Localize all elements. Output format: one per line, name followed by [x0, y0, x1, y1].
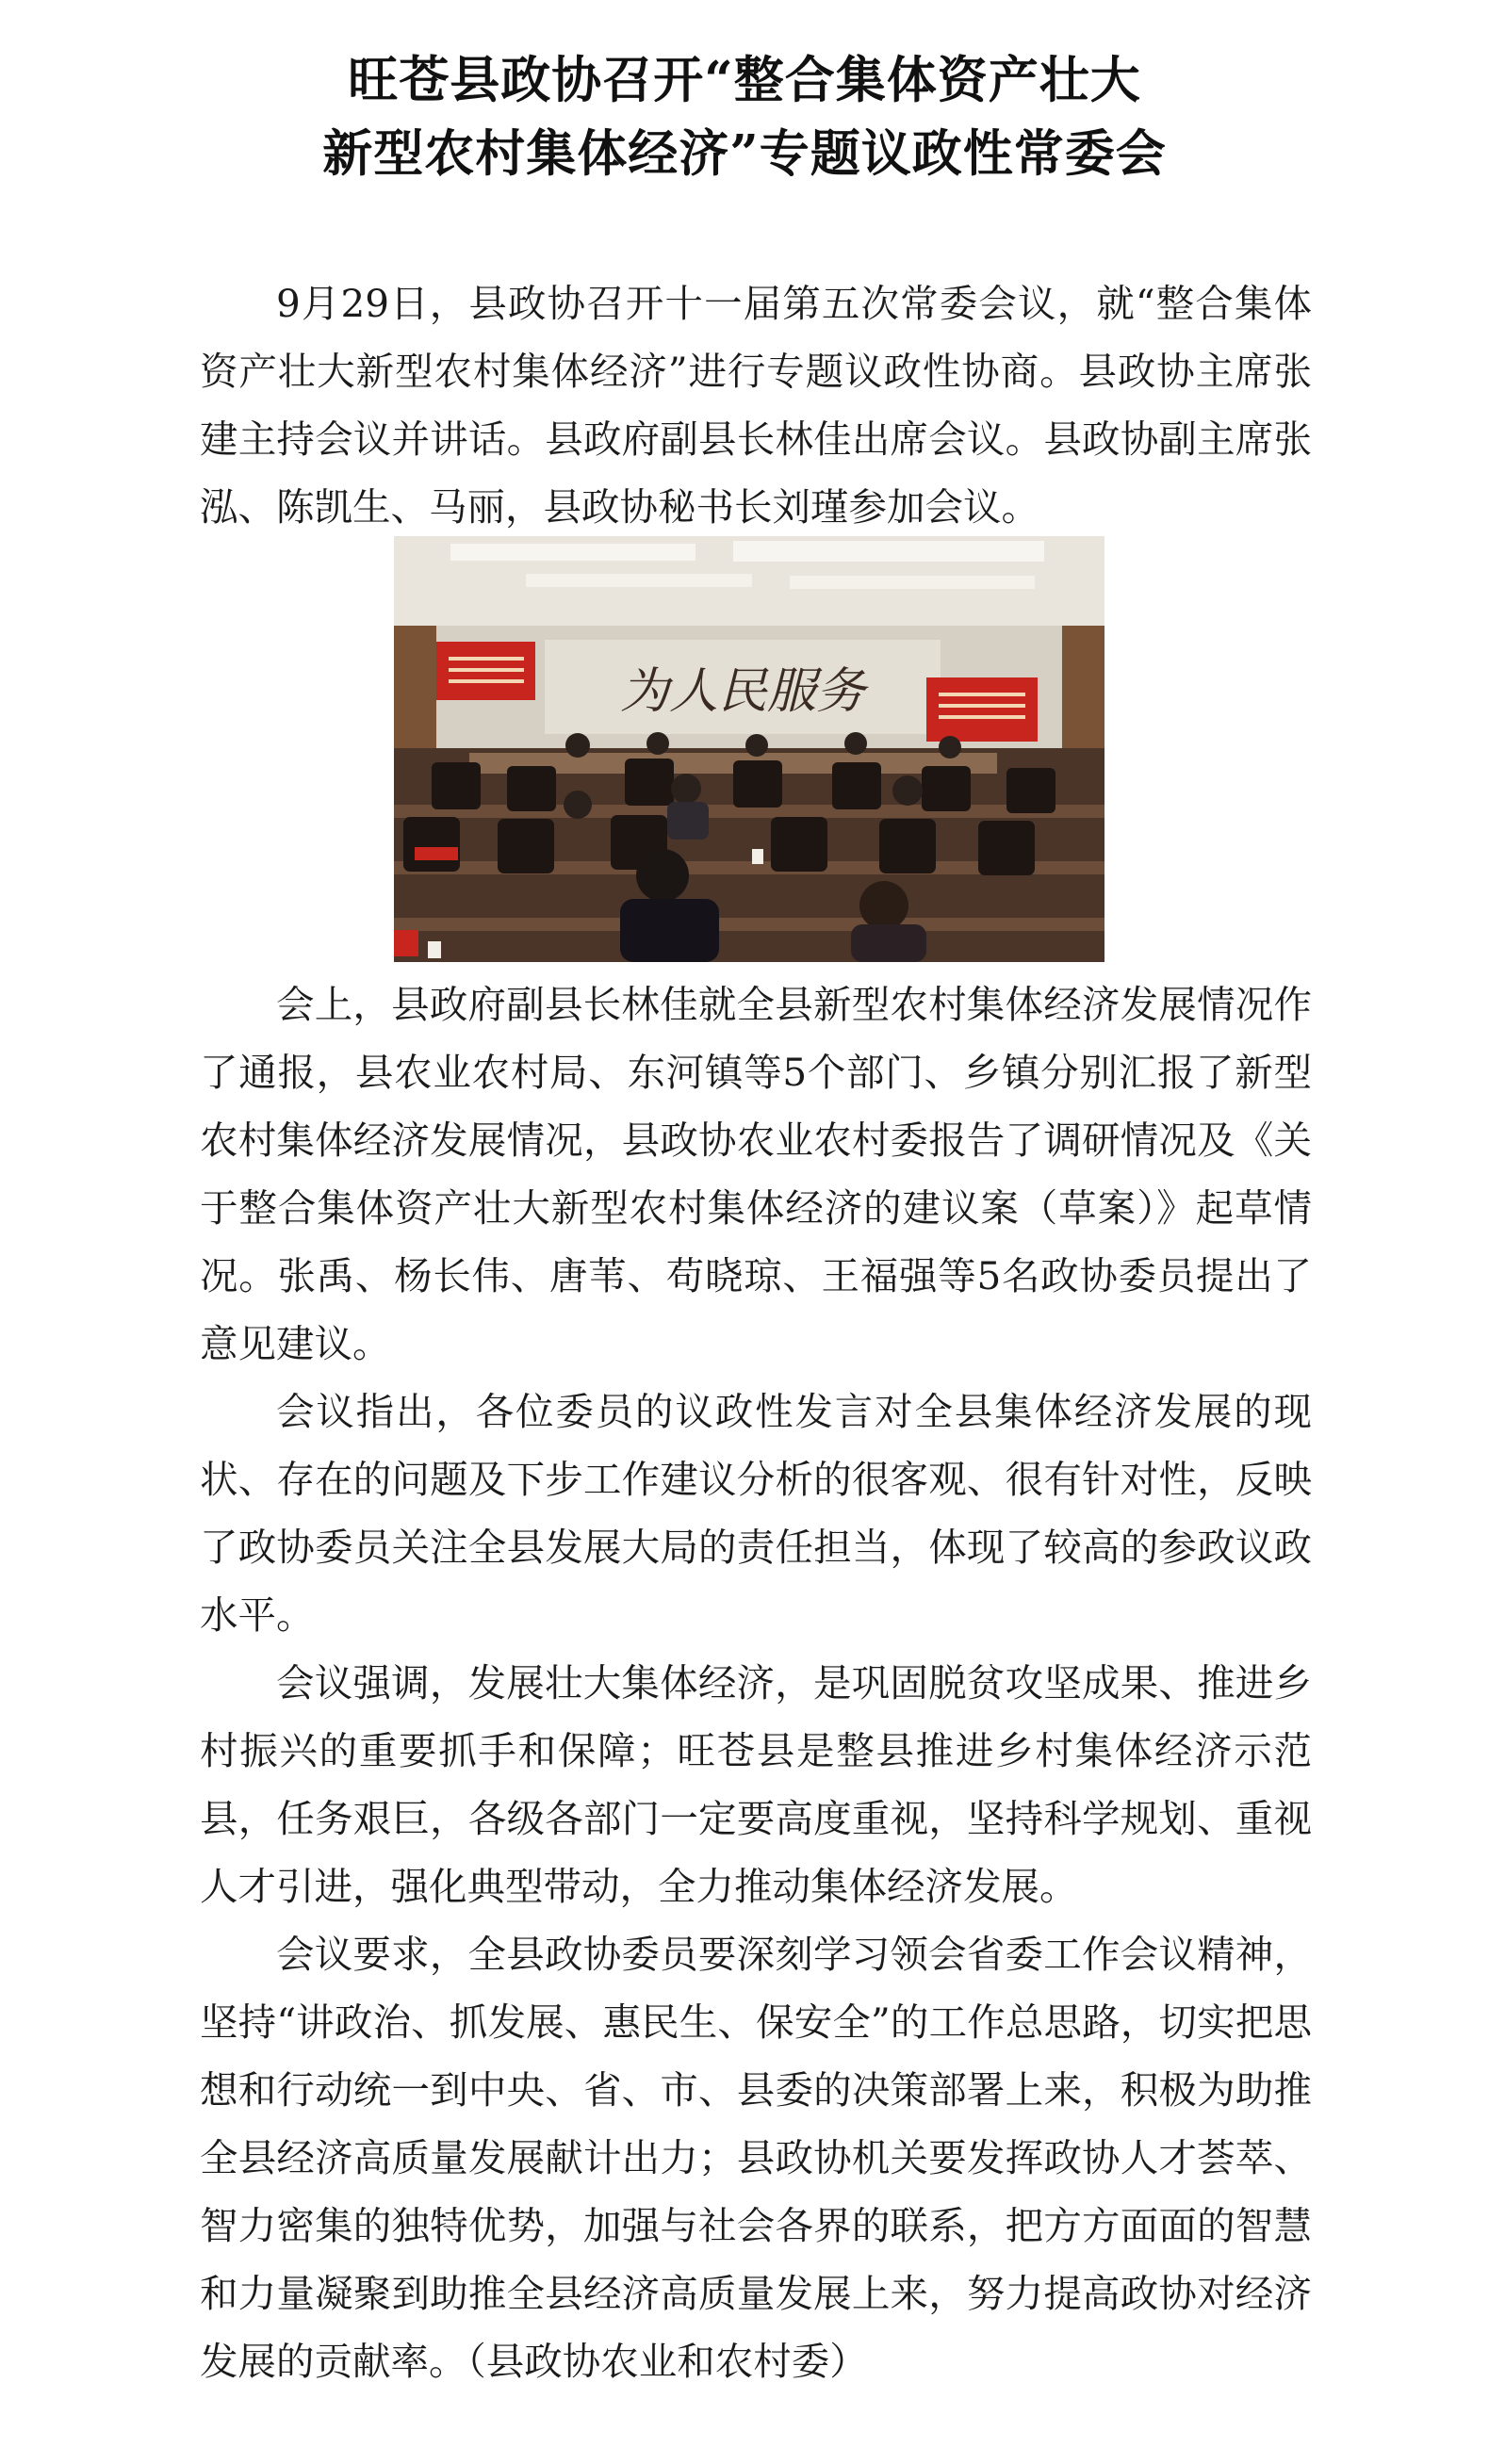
photo-chair [771, 817, 827, 872]
photo-banner-text-line [939, 704, 1025, 708]
photo-chair [879, 819, 936, 873]
photo-person-body [667, 802, 709, 840]
photo-person-head [636, 849, 689, 902]
photo-calligraphy: 为人民服务 [619, 663, 866, 720]
photo-chair [403, 817, 460, 872]
photo-ceiling-light [790, 576, 1035, 589]
photo-person-body [851, 924, 926, 962]
paragraph-required: 会议要求，全县政协委员要深刻学习领会省委工作会议精神，坚持“讲政治、抓发展、惠民生、保安全”的工作总思路，切实把思想和行动统一到中央、省、市、县委的决策部署上来，积极为助推全县经济高质量发展献计出力；县政协机关要发挥政协人才荟萃、智力密集的独特优势，加强与社会各界的联系，把方方面面的智慧和力量凝聚到助推全县经济高质量发展上来，努力提高政协对经济发展的贡献率。（县政协农业和农村委） [200, 1932, 1312, 2384]
photo-nameplate [415, 847, 458, 860]
paragraph-report: 会上，县政府副县长林佳就全县新型农村集体经济发展情况作了通报，县农业农村局、东河镇等5个部门、乡镇分别汇报了新型农村集体经济发展情况，县政协农业农村委报告了调研情况及《关于整合集体资产壮大新型农村集体经济的建议案（草案）》起草情况。张禹、杨长伟、唐苇、苟晓琼、王福强等5名政协委员提出了意见建议。 [200, 982, 1312, 1366]
photo-person-head [939, 736, 961, 759]
photo-person-head [859, 881, 908, 930]
photo-chair [507, 766, 556, 811]
paragraph-pointed-out: 会议指出，各位委员的议政性发言对全县集体经济发展的现状、存在的问题及下步工作建议分析的很客观、很有针对性，反映了政协委员关注全县发展大局的责任担当，体现了较高的参政议政水平。 [200, 1389, 1312, 1638]
photo-chair [625, 759, 674, 806]
photo-banner-text-line [449, 657, 524, 661]
paragraph-intro: 9月29日，县政协召开十一届第五次常委会议，就“整合集体资产壮大新型农村集体经济”进行专题议政性协商。县政协主席张建主持会议并讲话。县政府副县长林佳出席会议。县政协副主席张泓、陈凯生、马丽，县政协秘书长刘瑾参加会议。 [200, 281, 1312, 530]
article-title-line-2: 新型农村集体经济”专题议政性常委会 [322, 123, 1167, 183]
photo-banner-text-line [939, 693, 1025, 696]
article-body-main [200, 971, 1312, 2395]
photo-person-head [671, 774, 701, 804]
photo-table-row [394, 918, 1104, 931]
photo-person-head [745, 734, 768, 757]
photo-chair [922, 766, 971, 811]
photo-person-body [620, 899, 719, 962]
photo-cup [752, 849, 763, 864]
photo-person-head [564, 791, 592, 819]
article-title [0, 43, 1489, 190]
meeting-photo-drawing [394, 536, 1104, 962]
photo-chair [432, 762, 481, 809]
article-body-intro [200, 269, 1312, 541]
photo-chair [498, 819, 554, 873]
photo-person-head [892, 775, 923, 806]
photo-banner-text-line [449, 679, 524, 683]
photo-banner-text-line [939, 715, 1025, 719]
photo-ceiling-light [733, 541, 1044, 562]
photo-chair [1006, 768, 1055, 813]
photo-ceiling-light [450, 544, 695, 561]
photo-banner-text-line [449, 668, 524, 672]
photo-nameplate [394, 930, 418, 956]
photo-chair [733, 760, 782, 808]
meeting-photo [394, 536, 1104, 962]
photo-chair [978, 821, 1035, 875]
photo-chair [832, 762, 881, 809]
photo-person-head [565, 733, 590, 758]
photo-banner-right [926, 677, 1038, 742]
paragraph-emphasized: 会议强调，发展壮大集体经济，是巩固脱贫攻坚成果、推进乡村振兴的重要抓手和保障；旺苍县是整县推进乡村集体经济示范县，任务艰巨，各级各部门一定要高度重视，坚持科学规划、重视人才引进，强化典型带动，全力推动集体经济发展。 [200, 1660, 1312, 1909]
photo-person-head [844, 732, 867, 755]
photo-ceiling-light [526, 574, 752, 587]
article-title-line-1: 旺苍县政协召开“整合集体资产壮大 [348, 50, 1141, 109]
photo-person-head [646, 732, 669, 755]
photo-cup [428, 941, 441, 958]
